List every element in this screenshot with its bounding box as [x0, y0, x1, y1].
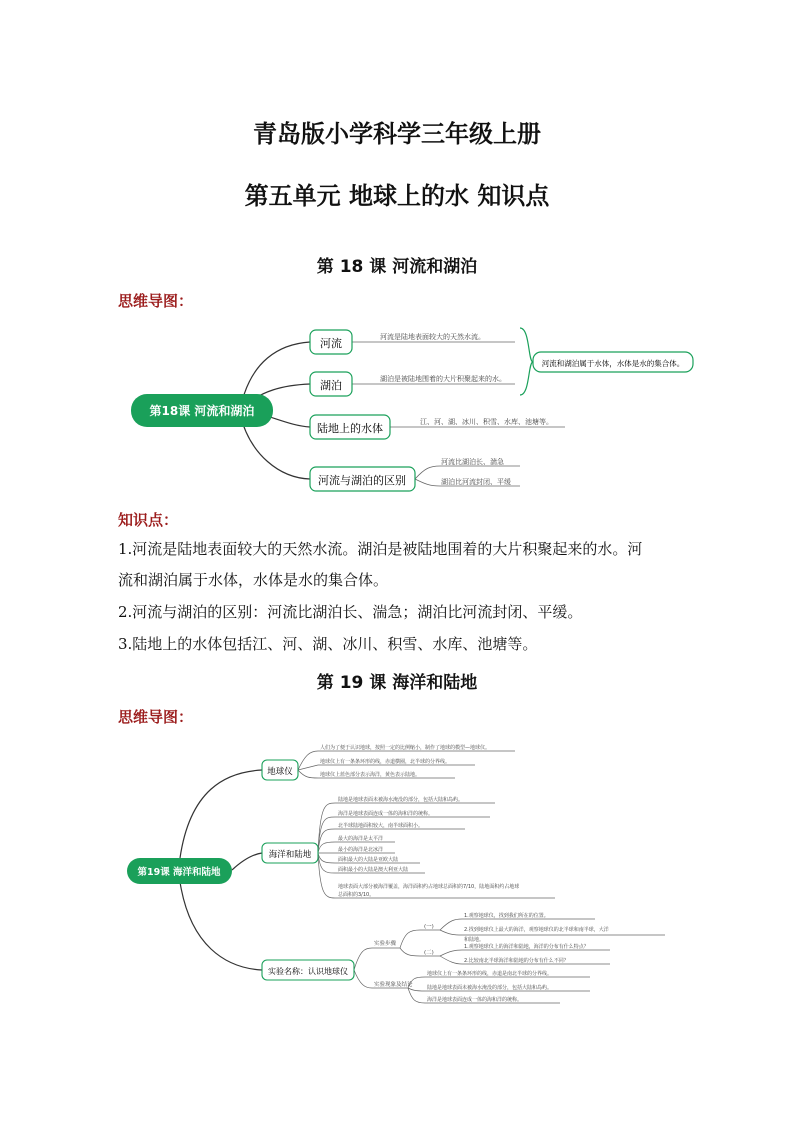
lesson18-center-text: 第18课 河流和湖泊: [149, 404, 255, 418]
lesson18-title: 第 18 课 河流和湖泊: [316, 257, 478, 277]
lesson18-bracket-note: 河流和湖泊属于水体，水体是水的集合体。: [541, 359, 685, 368]
ocean-note-5: 最小的海洋是北冰洋: [338, 847, 384, 853]
lesson18-note-river: 河流是陆地表面较大的天然水流。: [380, 333, 485, 341]
experiment-steps-label: 实验步骤: [374, 941, 397, 947]
step1-note-2: 2.找到地球仪上最大的海洋，观察地球仪的北半球和南半球，大洋: [464, 927, 609, 933]
lesson18-note-landwater: 江、河、湖、冰川、积雪、水库、池塘等。: [420, 418, 553, 426]
result-note-1: 地球仪上有一条条环形的线，赤道是南北半球的分界线。: [427, 971, 553, 977]
ocean-note-1: 陆地是地球表面未被海水淹没的部分，包括大陆和岛屿。: [338, 797, 464, 803]
lesson18-note-diff-2: 湖泊比河流封闭、平缓: [441, 478, 511, 486]
ocean-note-7: 面积最小的大陆是澳大利亚大陆: [338, 867, 409, 873]
ocean-note-3: 北半球陆地面积较大，南半球面积小。: [338, 823, 424, 829]
lesson18-note-diff-1: 河流比湖泊长、湍急: [441, 458, 504, 466]
result-note-3: 海洋是地球表面连成一体的海和洋的统称。: [427, 997, 523, 1003]
ocean-note-8: 地球表面大部分被海洋覆盖，海洋面积约占地球总面积的7/10，陆地面积约占地球: [338, 884, 520, 890]
ocean-note-6: 面积最大的大陆是亚欧大陆: [338, 857, 399, 863]
lesson18-mindmap-label: 思维导图：: [118, 292, 194, 310]
document-title: 青岛版小学科学三年级上册: [253, 120, 541, 148]
lesson18-node-lake-label: 湖泊: [320, 379, 342, 392]
lesson18-note-lake: 湖泊是被陆地围着的大片积聚起来的水。: [380, 375, 506, 383]
lesson19-node-ocean-label: 海洋和陆地: [268, 850, 312, 860]
lesson18-knowledge-label: 知识点：: [118, 511, 179, 529]
lesson18-node-river-label: 河流: [320, 337, 342, 350]
step2-note-2: 2.比较南北半球海洋和陆地的分布有什么不同？: [464, 958, 569, 964]
knowledge-line-1: 1.河流是陆地表面较大的天然水流。湖泊是被陆地围着的大片积聚起来的水。河: [118, 540, 643, 558]
globe-note-1: 人们为了便于认识地球，按照一定的比例缩小，制作了地球的模型—地球仪。: [320, 745, 491, 751]
experiment-step1: (一): [424, 924, 434, 930]
knowledge-line-2: 流和湖泊属于水体，水体是水的集合体。: [118, 571, 389, 589]
globe-note-2: 地球仪上有一条条环形的线，赤道横圈，北半球的分界线。: [320, 759, 451, 765]
lesson18-node-landwater-label: 陆地上的水体: [317, 422, 383, 435]
step1-note-3: 和陆地。: [464, 937, 485, 943]
lesson19-center-text: 第19课 海洋和陆地: [137, 867, 221, 878]
lesson19-node-globe-label: 地球仪: [267, 767, 293, 777]
lesson19-node-experiment-label: 实验名称：认识地球仪: [268, 967, 348, 976]
globe-note-3: 地球仪上蓝色部分表示海洋，黄色表示陆地。: [320, 772, 421, 778]
step1-note-1: 1.观察地球仪，找到我们所在的位置。: [464, 913, 549, 919]
unit-title: 第五单元 地球上的水 知识点: [244, 182, 550, 210]
lesson19-mindmap-label: 思维导图：: [118, 708, 194, 726]
lesson19-title: 第 19 课 海洋和陆地: [316, 673, 478, 693]
lesson18-node-diff-label: 河流与湖泊的区别: [318, 474, 406, 487]
knowledge-line-4: 3.陆地上的水体包括江、河、湖、冰川、积雪、水库、池塘等。: [118, 635, 538, 653]
ocean-note-4: 最大的海洋是太平洋: [338, 836, 384, 842]
ocean-note-9: 总面积的3/10。: [338, 892, 375, 898]
step2-note-1: 1.观察地球仪上的海洋和陆地，海洋的分布有什么特点？: [464, 944, 589, 950]
knowledge-line-3: 2.河流与湖泊的区别：河流比湖泊长、湍急；湖泊比河流封闭、平缓。: [118, 603, 583, 621]
result-note-2: 陆地是地球表面未被海水淹没的部分，包括大陆和岛屿。: [427, 985, 553, 991]
experiment-result-label: 实验现象及结论: [374, 982, 413, 988]
ocean-note-2: 海洋是地球表面连成一体的海和洋的统称。: [338, 811, 434, 817]
experiment-step2: (二): [424, 950, 434, 956]
